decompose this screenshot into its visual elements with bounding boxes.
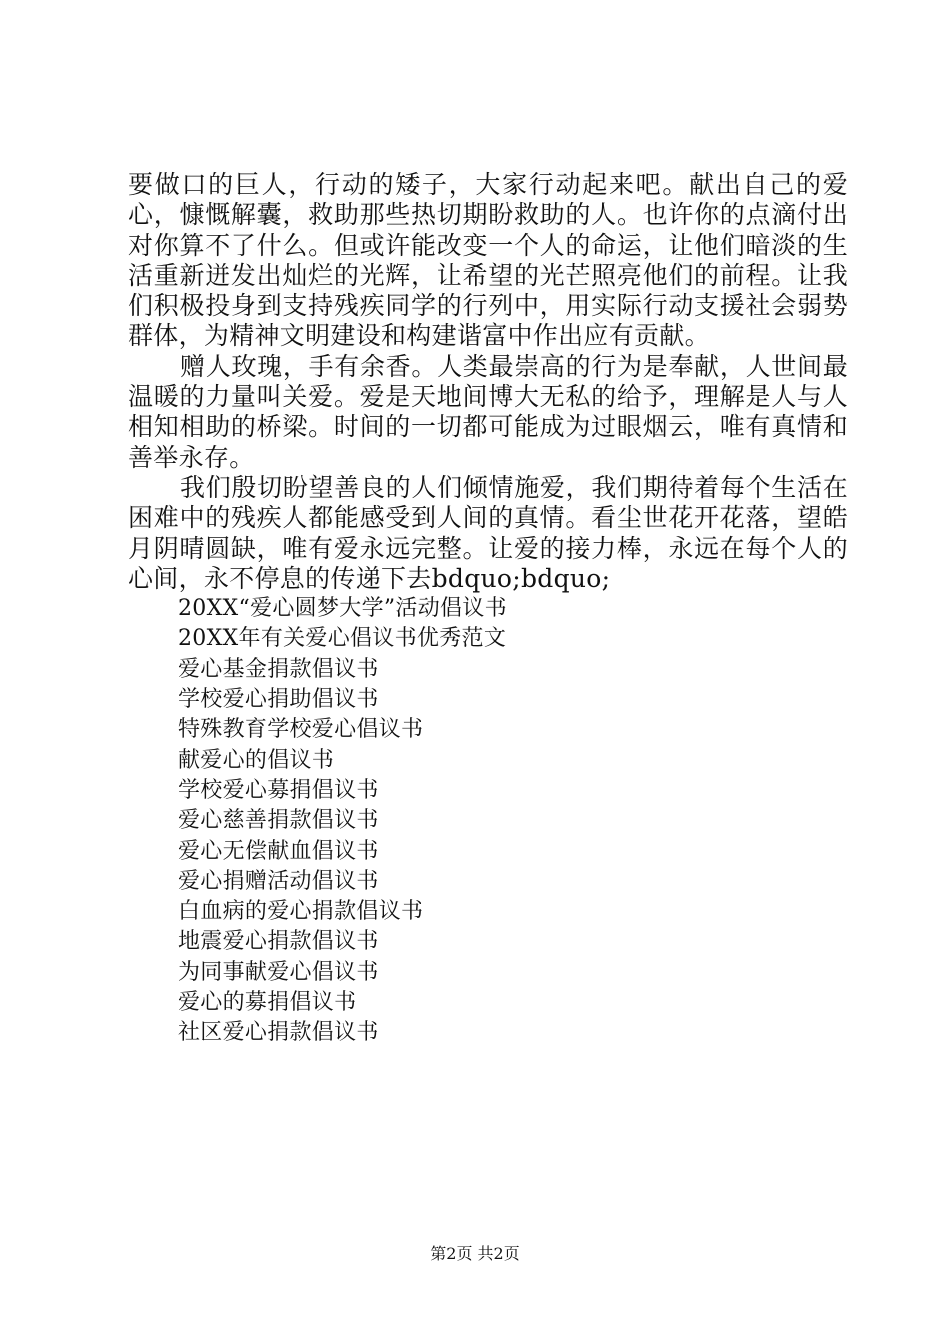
- paragraph-roses: 赠人玫瑰，手有余香。人类最崇高的行为是奉献，人世间最温暖的力量叫关爱。爱是天地间博大无私的给予，理解是人与人相知相助的桥梁。时间的一切都可能成为过眼烟云，唯有真情和善举永存。: [128, 351, 848, 472]
- related-link[interactable]: 爱心慈善捐款倡议书: [178, 808, 379, 834]
- related-link[interactable]: 白血病的爱心捐款倡议书: [178, 899, 424, 925]
- related-link[interactable]: 献爱心的倡议书: [178, 747, 335, 773]
- document-body: [128, 170, 848, 1049]
- related-links-list: [128, 594, 848, 1048]
- related-link[interactable]: 爱心捐赠活动倡议书: [178, 868, 379, 894]
- related-link[interactable]: 20XX年有关爱心倡议书优秀范文: [178, 626, 507, 652]
- related-link[interactable]: 社区爱心捐款倡议书: [178, 1020, 379, 1046]
- related-link[interactable]: 为同事献爱心倡议书: [178, 959, 379, 985]
- related-link[interactable]: 爱心的募捐倡议书: [178, 990, 357, 1016]
- related-link[interactable]: 爱心无偿献血倡议书: [178, 838, 379, 864]
- paragraph-call-to-action: 要做口的巨人，行动的矮子，大家行动起来吧。献出自己的爱心，慷慨解囊，救助那些热切期盼救助的人。也许你的点滴付出对你算不了什么。但或许能改变一个人的命运，让他们暗淡的生活重新迸发出灿烂的光辉，让希望的光芒照亮他们的前程。让我们积极投身到支持残疾同学的行列中，用实际行动支援社会弱势群体，为精神文明建设和构建谐富中作出应有贡献。: [128, 170, 848, 351]
- related-link[interactable]: 20XX“爱心圆梦大学”活动倡议书: [178, 596, 507, 622]
- related-link[interactable]: 特殊教育学校爱心倡议书: [178, 717, 424, 743]
- page-number: 第2页 共2页: [430, 1244, 520, 1263]
- page-footer: [0, 1243, 950, 1265]
- paragraph-hope: 我们殷切盼望善良的人们倾情施爱，我们期待着每个生活在困难中的残疾人都能感受到人间的真情。看尘世花开花落，望皓月阴晴圆缺，唯有爱永远完整。让爱的接力棒，永远在每个人的心间，永不停息的传递下去bdquo;bdquo;: [128, 472, 848, 593]
- related-link[interactable]: 学校爱心捐助倡议书: [178, 687, 379, 713]
- related-link[interactable]: 地震爱心捐款倡议书: [178, 929, 379, 955]
- related-link[interactable]: 爱心基金捐款倡议书: [178, 656, 379, 682]
- related-link[interactable]: 学校爱心募捐倡议书: [178, 777, 379, 803]
